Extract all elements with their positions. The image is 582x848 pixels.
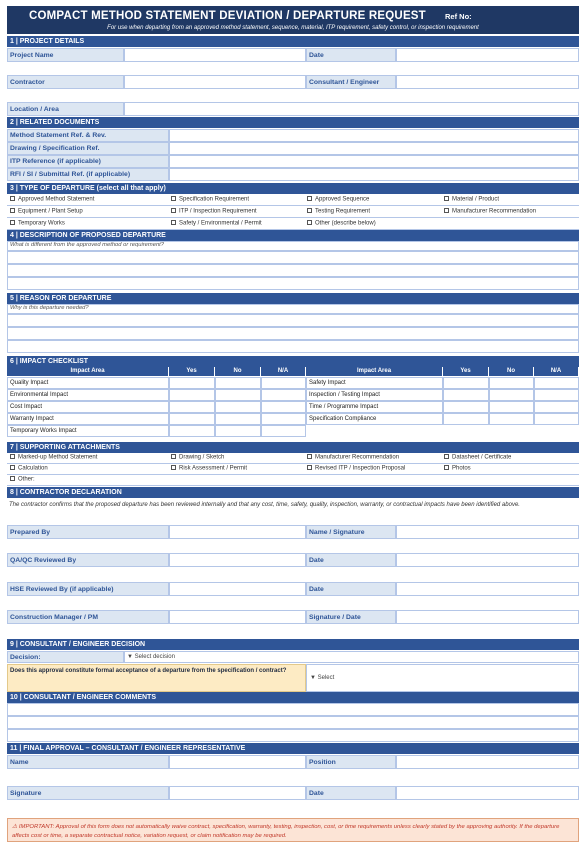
checkbox-label: Equipment / Plant Setup xyxy=(18,208,83,215)
qaqc-field[interactable] xyxy=(169,553,306,567)
checkbox-other[interactable] xyxy=(307,220,376,227)
checkbox-photos[interactable] xyxy=(444,465,471,472)
decision-label: Decision: xyxy=(7,651,124,663)
checkbox-approved-sequence[interactable] xyxy=(307,196,369,203)
checkbox-label: Safety / Environmental / Permit xyxy=(179,220,262,227)
important-notice: ⚠ IMPORTANT: Approval of this form does not automatically waive contract, specification, warranty, testing, inspection, cost, or time requirements unless clearly stated by the approving authority. If the departure affects cost or time, a separate contractual notice, variation request, or claim notification may be required. xyxy=(7,818,579,842)
checkbox-testing[interactable] xyxy=(307,208,370,215)
checkbox-icon xyxy=(171,208,176,213)
impact-no-cell[interactable] xyxy=(215,401,261,413)
description-line[interactable] xyxy=(7,277,579,290)
checkbox-icon xyxy=(444,465,449,470)
checkbox-drawing[interactable] xyxy=(171,454,224,461)
checkbox-icon xyxy=(10,476,15,481)
section-4-header: 4 | DESCRIPTION OF PROPOSED DEPARTURE xyxy=(7,230,579,241)
impact-na-cell[interactable] xyxy=(261,377,306,389)
section-6-header: 6 | IMPACT CHECKLIST xyxy=(7,356,579,367)
contractor-field[interactable] xyxy=(124,75,306,89)
signature-date-label: Signature / Date xyxy=(306,610,396,624)
departure-row xyxy=(7,194,579,206)
checkbox-itp-requirement[interactable] xyxy=(171,208,257,215)
section-10-header: 10 | CONSULTANT / ENGINEER COMMENTS xyxy=(7,692,579,703)
checkbox-icon xyxy=(10,208,15,213)
checkbox-icon xyxy=(307,196,312,201)
no-header: No xyxy=(215,367,261,376)
impact-no-cell[interactable] xyxy=(489,389,534,401)
final-signature-label: Signature xyxy=(7,786,169,800)
construction-manager-field[interactable] xyxy=(169,610,306,624)
na-header: N/A xyxy=(261,367,306,376)
impact-area-cell: Cost Impact xyxy=(7,401,169,413)
date-label: Date xyxy=(306,48,396,62)
impact-no-cell[interactable] xyxy=(215,425,261,437)
consultant-field[interactable] xyxy=(396,75,579,89)
checkbox-label: Other: xyxy=(18,476,35,483)
impact-area-cell: Quality Impact xyxy=(7,377,169,389)
impact-na-cell[interactable] xyxy=(534,389,579,401)
impact-no-cell[interactable] xyxy=(489,401,534,413)
final-position-label: Position xyxy=(306,755,396,769)
checkbox-icon xyxy=(444,454,449,459)
rfi-ref-label: RFI / SI / Submittal Ref. (if applicable) xyxy=(7,168,169,181)
checkbox-icon xyxy=(171,465,176,470)
prepared-by-field[interactable] xyxy=(169,525,306,539)
name-signature-label: Name / Signature xyxy=(306,525,396,539)
checkbox-label: Other (describe below) xyxy=(315,220,376,227)
impact-area-cell: Safety Impact xyxy=(306,377,443,389)
checkbox-calculation[interactable] xyxy=(10,465,48,472)
qaqc-label: QA/QC Reviewed By xyxy=(7,553,169,567)
impact-no-cell[interactable] xyxy=(489,377,534,389)
checkbox-risk-assessment[interactable] xyxy=(171,465,247,472)
impact-area-cell: Environmental Impact xyxy=(7,389,169,401)
ref-no-label: Ref No: xyxy=(445,12,472,21)
section-9-header: 9 | CONSULTANT / ENGINEER DECISION xyxy=(7,639,579,650)
checkbox-temporary-works[interactable] xyxy=(10,220,65,227)
impact-area-cell: Warranty Impact xyxy=(7,413,169,425)
comments-line[interactable] xyxy=(7,703,579,716)
formal-acceptance-question-cell xyxy=(7,664,306,692)
checkbox-icon xyxy=(307,220,312,225)
checkbox-icon xyxy=(10,196,15,201)
form-subtitle: For use when departing from an approved method statement, sequence, material, ITP requirement, safety control, or inspection requirement xyxy=(107,25,479,31)
checkbox-approved-method[interactable] xyxy=(10,196,94,203)
comments-line[interactable] xyxy=(7,729,579,742)
checkbox-manufacturer[interactable] xyxy=(444,208,536,215)
attachment-row xyxy=(7,464,579,475)
method-statement-ref-field[interactable] xyxy=(169,129,579,142)
checkbox-icon xyxy=(307,465,312,470)
impact-na-cell[interactable] xyxy=(534,377,579,389)
declaration-text: The contractor confirms that the proposed departure has been reviewed internally and that any cost, time, safety, quality, inspection, warranty, or contractual impacts have been identified above. xyxy=(9,502,520,508)
checkbox-label: Revised ITP / Inspection Proposal xyxy=(315,465,406,472)
checkbox-label: ITP / Inspection Requirement xyxy=(179,208,257,215)
location-label: Location / Area xyxy=(7,102,124,116)
impact-no-cell[interactable] xyxy=(489,413,534,425)
final-date-field[interactable] xyxy=(396,786,579,800)
checkbox-safety[interactable] xyxy=(171,220,262,227)
qaqc-date-field[interactable] xyxy=(396,553,579,567)
section-3-header: 3 | TYPE OF DEPARTURE (select all that apply) xyxy=(7,183,579,194)
impact-no-cell[interactable] xyxy=(215,377,261,389)
checkbox-icon xyxy=(444,208,449,213)
method-statement-ref-label: Method Statement Ref. & Rev. xyxy=(7,129,169,142)
checkbox-icon xyxy=(171,454,176,459)
impact-na-cell[interactable] xyxy=(261,413,306,425)
checkbox-revised-itp[interactable] xyxy=(307,465,405,472)
checkbox-manufacturer-rec[interactable] xyxy=(307,454,399,461)
impact-na-cell[interactable] xyxy=(534,401,579,413)
impact-area-header: Impact Area xyxy=(306,367,443,376)
project-name-label: Project Name xyxy=(7,48,124,62)
final-position-field[interactable] xyxy=(396,755,579,769)
checkbox-label: Manufacturer Recommendation xyxy=(452,208,537,215)
checkbox-label: Approved Sequence xyxy=(315,196,370,203)
section-5-header: 5 | REASON FOR DEPARTURE xyxy=(7,293,579,304)
checkbox-material[interactable] xyxy=(444,196,499,203)
hse-date-field[interactable] xyxy=(396,582,579,596)
impact-no-cell[interactable] xyxy=(215,413,261,425)
comments-line[interactable] xyxy=(7,716,579,729)
hse-label: HSE Reviewed By (if applicable) xyxy=(7,582,169,596)
attachment-row xyxy=(7,475,579,486)
reason-line[interactable] xyxy=(7,327,579,340)
hse-date-label: Date xyxy=(306,582,396,596)
name-signature-field[interactable] xyxy=(396,525,579,539)
checkbox-label: Calculation xyxy=(18,465,48,472)
section-7-header: 7 | SUPPORTING ATTACHMENTS xyxy=(7,442,579,453)
checkbox-label: Datasheet / Certificate xyxy=(452,454,512,461)
checkbox-label: Specification Requirement xyxy=(179,196,250,203)
impact-yes-cell[interactable] xyxy=(443,389,489,401)
title-bar xyxy=(7,6,579,34)
drawing-ref-label: Drawing / Specification Ref. xyxy=(7,142,169,155)
impact-yes-cell[interactable] xyxy=(169,425,215,437)
section-8-header: 8 | CONTRACTOR DECLARATION xyxy=(7,487,579,498)
departure-row xyxy=(7,206,579,218)
signature-date-field[interactable] xyxy=(396,610,579,624)
project-name-field[interactable] xyxy=(124,48,306,62)
decision-select-text: ▼ Select decision xyxy=(127,654,175,660)
qaqc-date-label: Date xyxy=(306,553,396,567)
description-line[interactable] xyxy=(7,251,579,264)
final-date-label: Date xyxy=(306,786,396,800)
hse-field[interactable] xyxy=(169,582,306,596)
formal-acceptance-select-text: ▼ Select xyxy=(310,675,335,681)
checkbox-label: Manufacturer Recommendation xyxy=(315,454,400,461)
contractor-label: Contractor xyxy=(7,75,124,89)
departure-row xyxy=(7,218,579,230)
impact-area-cell: Time / Programme Impact xyxy=(306,401,443,413)
checkbox-icon xyxy=(10,220,15,225)
prepared-by-label: Prepared By xyxy=(7,525,169,539)
reason-line[interactable] xyxy=(7,340,579,353)
section-11-header: 11 | FINAL APPROVAL – CONSULTANT / ENGINEER REPRESENTATIVE xyxy=(7,743,579,754)
yes-header: Yes xyxy=(443,367,489,376)
section-1-header: 1 | PROJECT DETAILS xyxy=(7,36,579,47)
consultant-label: Consultant / Engineer xyxy=(306,75,396,89)
form-title: COMPACT METHOD STATEMENT DEVIATION / DEPARTURE REQUEST xyxy=(29,10,426,22)
impact-area-cell: Temporary Works Impact xyxy=(7,425,169,437)
section-2-header: 2 | RELATED DOCUMENTS xyxy=(7,117,579,128)
checkbox-label: Marked-up Method Statement xyxy=(18,454,98,461)
checkbox-icon xyxy=(444,196,449,201)
impact-yes-cell[interactable] xyxy=(169,401,215,413)
reason-line[interactable] xyxy=(7,314,579,327)
checkbox-label: Approved Method Statement xyxy=(18,196,95,203)
final-name-label: Name xyxy=(7,755,169,769)
formal-acceptance-select[interactable] xyxy=(306,664,579,692)
impact-yes-cell[interactable] xyxy=(443,413,489,425)
checkbox-equipment[interactable] xyxy=(10,208,83,215)
impact-area-header: Impact Area xyxy=(7,367,169,376)
itp-ref-label: ITP Reference (if applicable) xyxy=(7,155,169,168)
checkbox-icon xyxy=(171,220,176,225)
checkbox-marked-up[interactable] xyxy=(10,454,97,461)
ref-no-field[interactable] xyxy=(483,9,577,21)
date-field[interactable] xyxy=(396,48,579,62)
impact-area-cell: Inspection / Testing Impact xyxy=(306,389,443,401)
attachment-row xyxy=(7,453,579,464)
impact-na-cell[interactable] xyxy=(261,425,306,437)
impact-yes-cell[interactable] xyxy=(169,413,215,425)
checkbox-label: Testing Requirement xyxy=(315,208,371,215)
formal-acceptance-question: Does this approval constitute formal acceptance of a departure from the specification / contract? xyxy=(7,664,306,692)
checkbox-icon xyxy=(307,454,312,459)
checkbox-icon xyxy=(171,196,176,201)
checkbox-icon xyxy=(10,454,15,459)
impact-na-cell[interactable] xyxy=(261,401,306,413)
checkbox-datasheet[interactable] xyxy=(444,454,511,461)
impact-na-cell[interactable] xyxy=(534,413,579,425)
yes-header: Yes xyxy=(169,367,215,376)
checkbox-label: Material / Product xyxy=(452,196,500,203)
checkbox-icon xyxy=(307,208,312,213)
rfi-ref-field[interactable] xyxy=(169,168,579,181)
na-header: N/A xyxy=(534,367,579,376)
impact-yes-cell[interactable] xyxy=(443,401,489,413)
construction-manager-label: Construction Manager / PM xyxy=(7,610,169,624)
final-signature-field[interactable] xyxy=(169,786,306,800)
form-page xyxy=(7,6,579,842)
checkbox-icon xyxy=(10,465,15,470)
decision-select[interactable] xyxy=(124,651,579,663)
impact-yes-cell[interactable] xyxy=(169,389,215,401)
impact-na-cell[interactable] xyxy=(261,389,306,401)
impact-no-cell[interactable] xyxy=(215,389,261,401)
checkbox-label: Photos xyxy=(452,465,471,472)
reason-hint: Why is this departure needed? xyxy=(7,304,579,314)
impact-yes-cell[interactable] xyxy=(169,377,215,389)
description-hint: What is different from the approved method or requirement? xyxy=(7,241,579,251)
no-header: No xyxy=(489,367,534,376)
checkbox-label: Risk Assessment / Permit xyxy=(179,465,248,472)
checkbox-label: Drawing / Sketch xyxy=(179,454,225,461)
drawing-ref-field[interactable] xyxy=(169,142,579,155)
impact-area-cell: Specification Compliance xyxy=(306,413,443,425)
itp-ref-field[interactable] xyxy=(169,155,579,168)
description-line[interactable] xyxy=(7,264,579,277)
final-name-field[interactable] xyxy=(169,755,306,769)
impact-yes-cell[interactable] xyxy=(443,377,489,389)
checkbox-label: Temporary Works xyxy=(18,220,65,227)
checkbox-spec-requirement[interactable] xyxy=(171,196,249,203)
checkbox-other-attachment[interactable] xyxy=(10,476,35,483)
location-field[interactable] xyxy=(124,102,579,116)
